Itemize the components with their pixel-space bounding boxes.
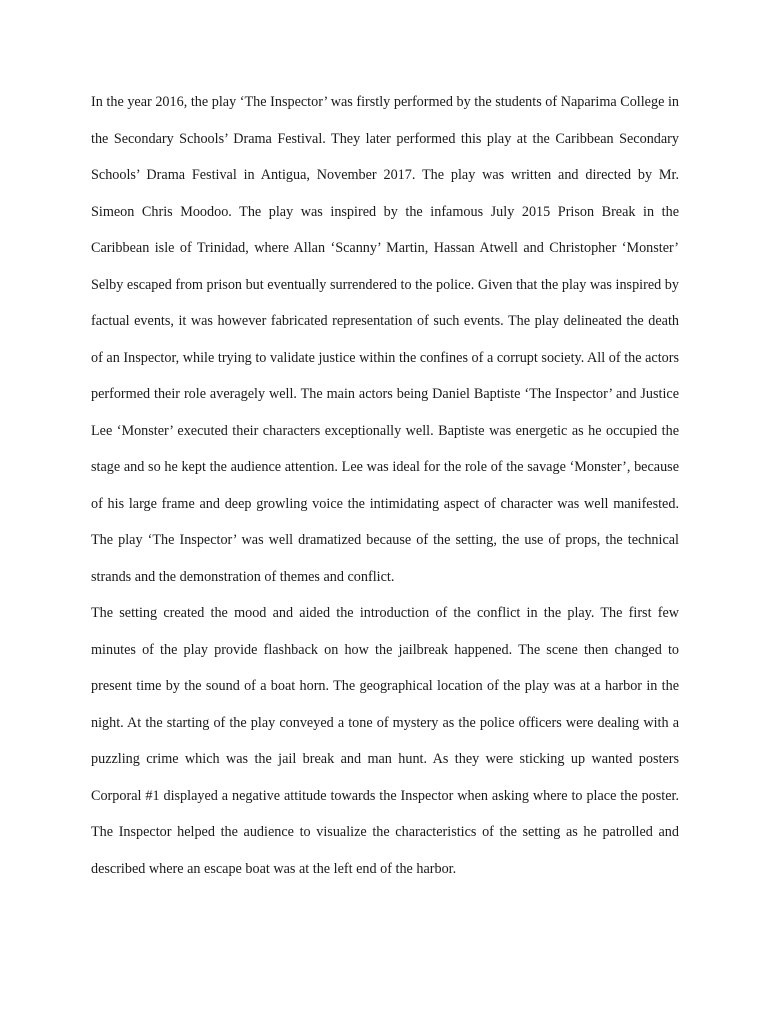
paragraph-2: The setting created the mood and aided the introduction of the conflict in the play. The first few minutes of the play provide flashback on how the jailbreak happened. The scene then changed to present time by the sound of a boat horn. The geographical location of the play was at a harbor in the night. At the starting of the play conveyed a tone of mystery as the police officers were dealing with a puzzling crime which was the jail break and man hunt. As they were sticking up wanted posters Corporal #1 displayed a negative attitude towards the Inspector when asking where to place the poster. The Inspector helped the audience to visualize the characteristics of the setting as he patrolled and described where an escape boat was at the left end of the harbor. (91, 605, 679, 877)
paragraph-1: In the year 2016, the play ‘The Inspector’ was firstly performed by the students of Naparima College in the Secondary Schools’ Drama Festival. They later performed this play at the Caribbean Secondary Schools’ Drama Festival in Antigua, November 2017. The play was written and directed by Mr. Simeon Chris Moodoo. The play was inspired by the infamous July 2015 Prison Break in the Caribbean isle of Trinidad, where Allan ‘Scanny’ Martin, Hassan Atwell and Christopher ‘Monster’ Selby escaped from prison but eventually surrendered to the police. Given that the play was inspired by factual events, it was however fabricated representation of such events. The play delineated the death of an Inspector, while trying to validate justice within the confines of a corrupt society. All of the actors performed their role averagely well. The main actors being Daniel Baptiste ‘The Inspector’ and Justice Lee ‘Monster’ executed their characters exceptionally well. Baptiste was energetic as he occupied the stage and so he kept the audience attention. Lee was ideal for the role of the savage ‘Monster’, because of his large frame and deep growling voice the intimidating aspect of character was well manifested. The play ‘The Inspector’ was well dramatized because of the setting, the use of props, the technical strands and the demonstration of themes and conflict. (91, 94, 679, 585)
document-body (91, 84, 679, 887)
